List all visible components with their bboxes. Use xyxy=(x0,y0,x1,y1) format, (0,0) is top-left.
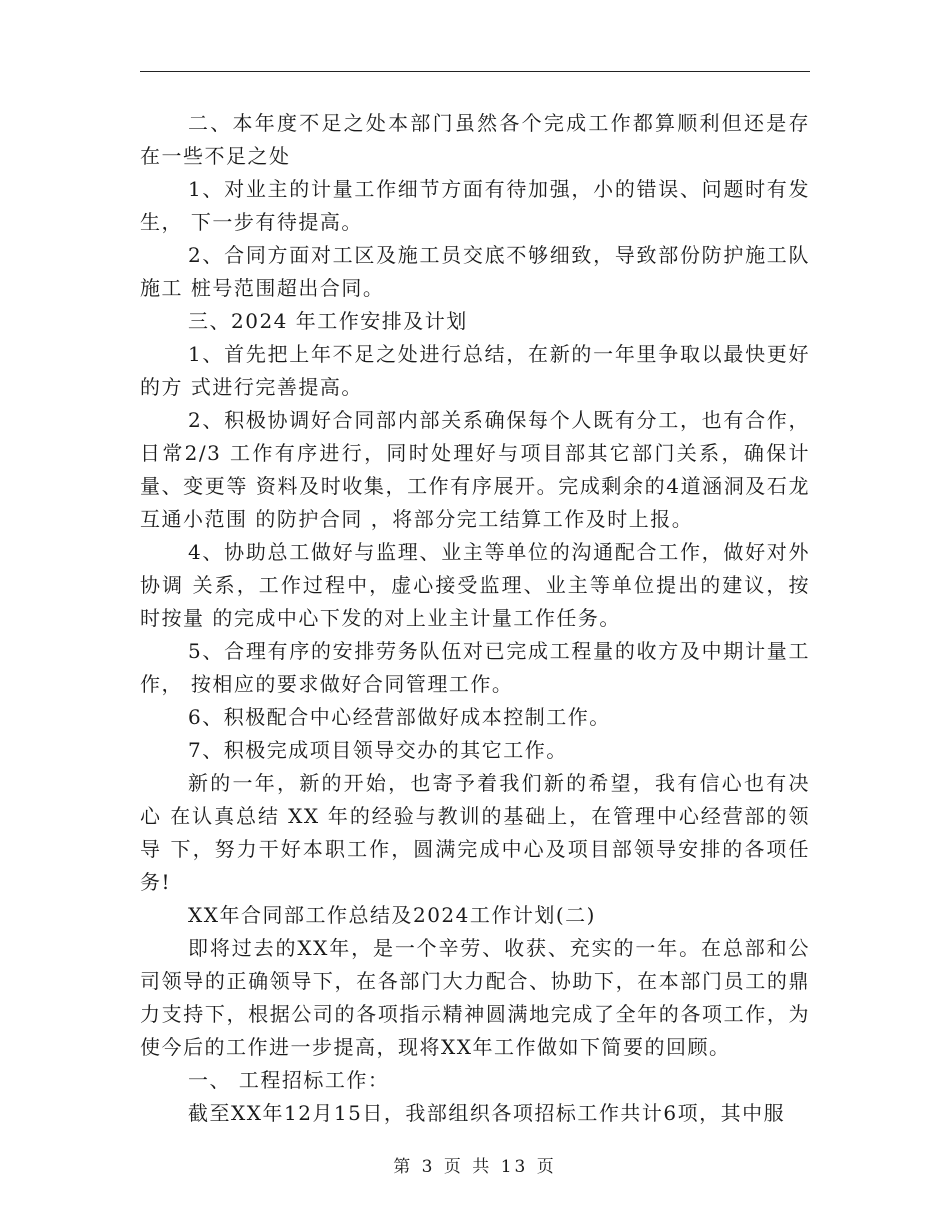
paragraph-plan-7: 7、积极完成项目领导交办的其它工作。 xyxy=(188,738,568,762)
paragraph-plan-5: 5、合理有序的安排劳务队伍对已完成工程量的收方及中期计量工作， 按相应的要求做好合同管理工作。 xyxy=(140,639,810,696)
paragraph-bidding-detail: 截至XX年12月15日，我部组织各项招标工作共计6项，其中服 xyxy=(188,1101,786,1125)
header-rule xyxy=(140,71,810,72)
paragraph-plan-2: 2、积极协调好合同部内部关系确保每个人既有分工，也有合作，日常2/3 工作有序进行，同时处理好与项目部其它部门关系，确保计量、变更等 资料及时收集，工作有序展开。完成剩余的4道涵洞及石龙互通小范围 的防护合同 ，将部分完工结算工作及时上报。 xyxy=(140,408,810,531)
paragraph-plan-heading: 三、2024 年工作安排及计划 xyxy=(188,309,468,333)
page-number-footer: 第 3 页 共 13 页 xyxy=(393,1157,557,1177)
paragraph-shortcoming-2: 2、合同方面对工区及施工员交底不够细致，导致部份防护施工队施工 桩号范围超出合同。 xyxy=(140,243,810,300)
paragraph-review-intro: 即将过去的XX年，是一个辛劳、收获、充实的一年。在总部和公司领导的正确领导下，在各部门大力配合、协助下，在本部门员工的鼎力支持下，根据公司的各项指示精神圆满地完成了全年的各项工作，为使今后的工作进一步提高，现将XX年工作做如下简要的回顾。 xyxy=(140,936,810,1059)
paragraph-section-title: XX年合同部工作总结及2024工作计划(二) xyxy=(188,903,596,927)
paragraph-shortcoming-1: 1、对业主的计量工作细节方面有待加强，小的错误、问题时有发生， 下一步有待提高。 xyxy=(140,177,810,234)
paragraph-outlook: 新的一年，新的开始，也寄予着我们新的希望，我有信心也有决心 在认真总结 XX 年的经验与教训的基础上，在管理中心经营部的领导 下，努力干好本职工作，圆满完成中心及项目部领导安排的各项任务! xyxy=(140,771,810,894)
paragraph-shortcomings-heading: 二、本年度不足之处本部门虽然各个完成工作都算顺利但还是存在一些不足之处 xyxy=(140,111,810,168)
document-body xyxy=(140,107,810,1130)
paragraph-plan-6: 6、积极配合中心经营部做好成本控制工作。 xyxy=(188,705,611,729)
paragraph-bidding-heading: 一、 工程招标工作： xyxy=(188,1068,390,1092)
paragraph-plan-1: 1、首先把上年不足之处进行总结，在新的一年里争取以最快更好的方 式进行完善提高。 xyxy=(140,342,810,399)
paragraph-plan-4: 4、协助总工做好与监理、业主等单位的沟通配合工作，做好对外协调 关系，工作过程中，虚心接受监理、业主等单位提出的建议，按时按量 的完成中心下发的对上业主计量工作任务。 xyxy=(140,540,810,630)
